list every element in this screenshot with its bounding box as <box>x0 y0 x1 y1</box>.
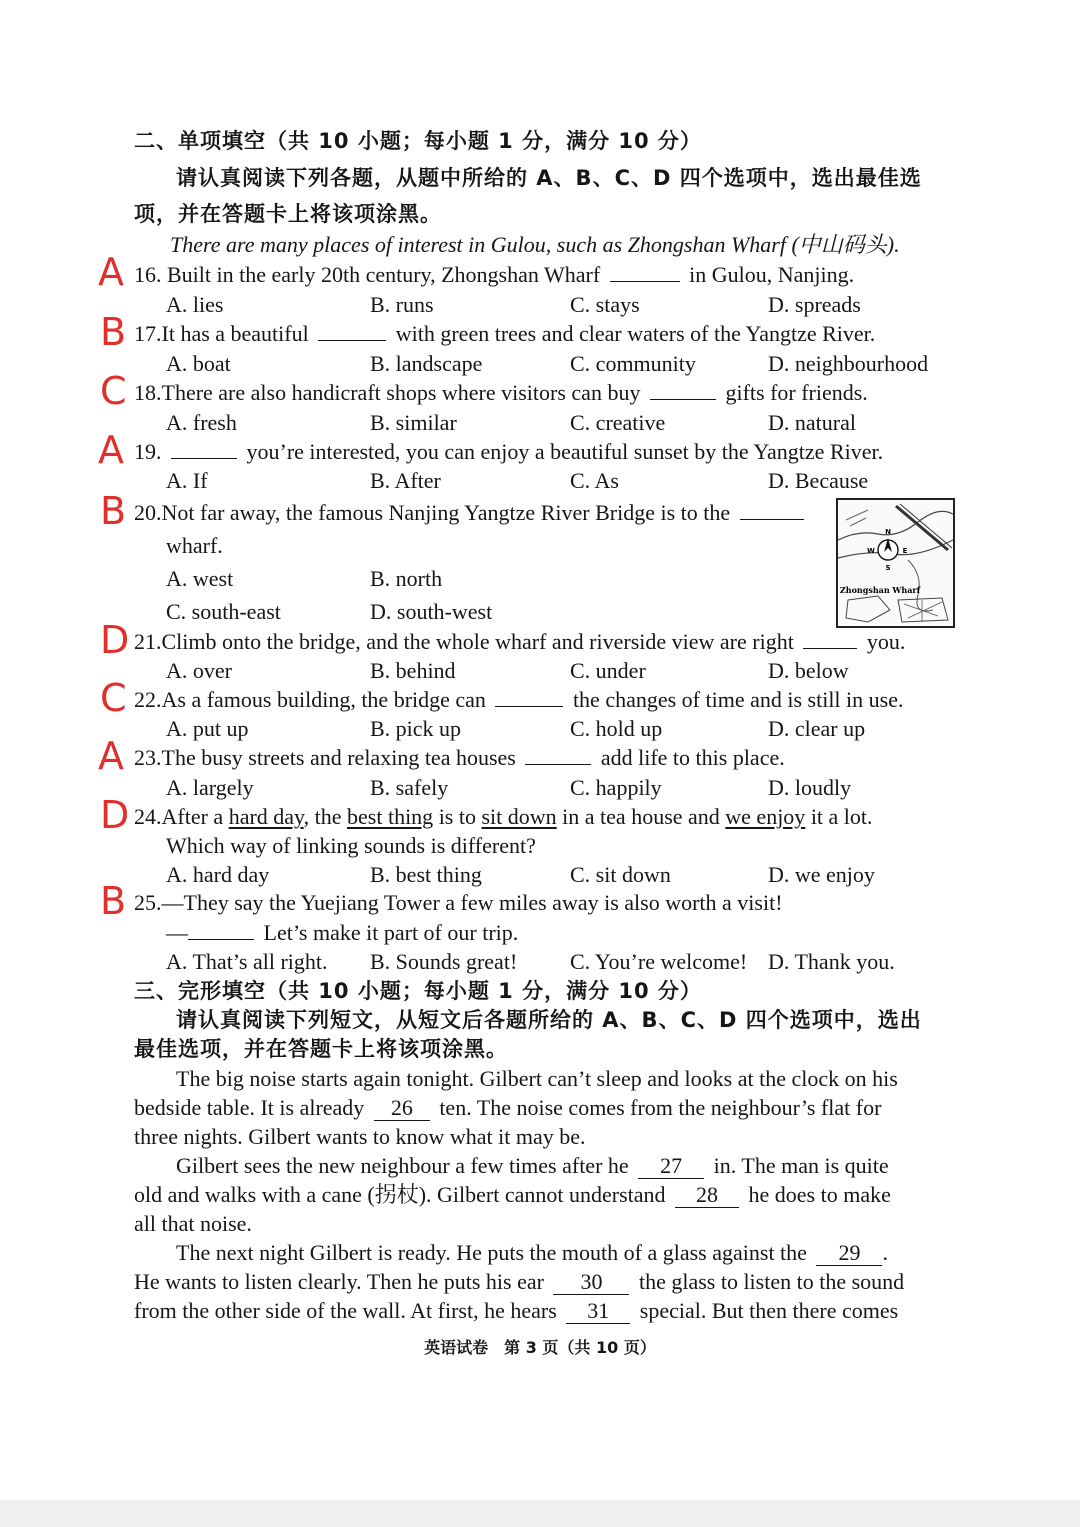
option-22-b: B. pick up <box>370 716 462 741</box>
scan-bottom-edge <box>0 1500 1080 1527</box>
answer-blank[interactable] <box>171 440 237 459</box>
option-25-b: B. Sounds great! <box>370 949 518 974</box>
option-17-d: D. neighbourhood <box>768 351 929 376</box>
question-stem: The busy streets and relaxing tea houses <box>161 745 516 770</box>
section-2-instruction-line2: 项，并在答题卡上将该项涂黑。 <box>134 202 442 226</box>
passage-text: ten. The noise comes from the neighbour’s flat for <box>439 1095 882 1120</box>
answer-mark-17: B <box>100 310 127 354</box>
question-number: 21. <box>134 629 162 654</box>
option-20-d: D. south-west <box>370 599 493 624</box>
option-25-c: C. You’re welcome! <box>570 949 748 974</box>
underlined-phrase: sit down <box>481 804 557 829</box>
stem-text: , the <box>303 804 348 829</box>
passage-text: . <box>882 1240 888 1265</box>
compass-n-label: N <box>885 528 891 536</box>
question-stem: There are also handicraft shops where visitors can buy <box>161 380 641 405</box>
answer-mark-25: B <box>100 879 127 923</box>
option-16-d: D. spreads <box>768 292 861 317</box>
question-number: 19. <box>134 439 162 464</box>
option-24-c: C. sit down <box>570 862 671 887</box>
option-16-b: B. runs <box>370 292 434 317</box>
stem-text: in a tea house and <box>556 804 726 829</box>
question-19 <box>134 438 883 466</box>
option-16-c: C. stays <box>570 292 640 317</box>
option-25-d: D. Thank you. <box>768 949 895 974</box>
answer-blank[interactable] <box>803 630 857 649</box>
question-21 <box>134 628 905 656</box>
question-24-prompt: Which way of linking sounds is different? <box>166 833 536 858</box>
question-16 <box>134 261 854 289</box>
option-25-a: A. That’s all right. <box>166 949 328 974</box>
underlined-phrase: best thing <box>347 804 434 829</box>
dash: — <box>166 920 188 945</box>
question-stem: —They say the Yuejiang Tower a few miles away is also worth a visit! <box>161 890 783 915</box>
question-stem-end: the changes of time and is still in use. <box>572 687 904 712</box>
question-stem-end: add life to this place. <box>600 745 785 770</box>
option-24-d: D. we enjoy <box>768 862 875 887</box>
section-2-intro: There are many places of interest in Gulou, such as Zhongshan Wharf (中山码头). <box>170 232 900 257</box>
option-20-b: B. north <box>370 566 443 591</box>
passage-line <box>134 1094 881 1122</box>
option-19-a: A. If <box>166 468 208 493</box>
section-3-instruction-line1: 请认真阅读下列短文，从短文后各题所给的 A、B、C、D 四个选项中，选出 <box>176 1008 922 1032</box>
option-18-a: A. fresh <box>166 410 237 435</box>
question-number: 22. <box>134 687 162 712</box>
passage-line <box>176 1239 888 1267</box>
answer-blank[interactable] <box>650 381 716 400</box>
option-19-c: C. As <box>570 468 619 493</box>
option-21-a: A. over <box>166 658 232 683</box>
question-23 <box>134 744 785 772</box>
answer-mark-16: A <box>98 250 124 294</box>
question-stem: Built in the early 20th century, Zhongshan Wharf <box>167 262 601 287</box>
answer-blank[interactable] <box>495 688 563 707</box>
option-20-a: A. west <box>166 566 234 591</box>
option-21-b: B. behind <box>370 658 456 683</box>
question-stem: Climb onto the bridge, and the whole wharf and riverside view are right <box>161 629 794 654</box>
cloze-blank-26[interactable]: 26 <box>374 1096 430 1121</box>
question-22 <box>134 686 904 714</box>
cloze-blank-27[interactable]: 27 <box>638 1154 704 1179</box>
question-stem-end: you’re interested, you can enjoy a beautiful sunset by the Yangtze River. <box>246 439 884 464</box>
passage-line <box>176 1152 889 1180</box>
answer-mark-24: D <box>100 793 130 837</box>
question-number: 18. <box>134 380 162 405</box>
question-stem: It has a beautiful <box>161 321 309 346</box>
answer-blank[interactable] <box>610 263 680 282</box>
section-2-heading: 二、单项填空（共 10 小题；每小题 1 分，满分 10 分） <box>134 129 702 153</box>
option-17-c: C. community <box>570 351 696 376</box>
map-wharf-label: Zhongshan Wharf <box>839 585 921 595</box>
answer-mark-21: D <box>100 618 130 662</box>
cloze-blank-31[interactable]: 31 <box>566 1299 630 1324</box>
option-23-c: C. happily <box>570 775 662 800</box>
passage-line <box>134 1181 891 1209</box>
option-21-d: D. below <box>768 658 849 683</box>
question-number: 23. <box>134 745 162 770</box>
passage-text: old and walks with a cane (拐杖). Gilbert cannot understand <box>134 1182 666 1207</box>
answer-mark-18: C <box>100 369 127 413</box>
question-20 <box>134 499 808 527</box>
question-20-continued: wharf. <box>166 533 223 558</box>
question-stem-end: gifts for friends. <box>725 380 868 405</box>
answer-blank[interactable] <box>740 501 804 520</box>
question-number: 25. <box>134 890 162 915</box>
compass-s-label: S <box>885 564 891 572</box>
option-19-b: B. After <box>370 468 441 493</box>
section-3-heading: 三、完形填空（共 10 小题；每小题 1 分，满分 10 分） <box>134 979 702 1003</box>
compass-w-label: W <box>867 547 875 555</box>
passage-text: bedside table. It is already <box>134 1095 365 1120</box>
answer-blank[interactable] <box>188 921 254 940</box>
map-drawing <box>838 500 953 626</box>
question-number: 17. <box>134 321 162 346</box>
option-22-d: D. clear up <box>768 716 866 741</box>
passage-text: he does to make <box>748 1182 891 1207</box>
passage-text: He wants to listen clearly. Then he puts his ear <box>134 1269 544 1294</box>
stem-text: After a <box>161 804 229 829</box>
passage-text: Gilbert sees the new neighbour a few times after he <box>176 1153 629 1178</box>
option-18-c: C. creative <box>570 410 666 435</box>
underlined-phrase: we enjoy <box>725 804 806 829</box>
question-stem-end: Let’s make it part of our trip. <box>263 920 519 945</box>
section-3-instruction-line2: 最佳选项，并在答题卡上将该项涂黑。 <box>134 1037 508 1061</box>
option-24-a: A. hard day <box>166 862 270 887</box>
underlined-phrase: hard day <box>228 804 304 829</box>
question-stem-end: you. <box>866 629 906 654</box>
passage-line <box>134 1297 898 1325</box>
question-stem: Not far away, the famous Nanjing Yangtze River Bridge is to the <box>161 500 731 525</box>
stem-text: is to <box>433 804 482 829</box>
cloze-blank-28[interactable]: 28 <box>675 1183 739 1208</box>
answer-mark-22: C <box>100 676 127 720</box>
question-25 <box>134 889 783 917</box>
question-number: 24. <box>134 804 162 829</box>
answer-mark-20: B <box>100 489 127 533</box>
passage-text: special. But then there comes <box>639 1298 899 1323</box>
question-number: 16. <box>134 262 162 287</box>
passage-text: from the other side of the wall. At first, he hears <box>134 1298 557 1323</box>
option-16-a: A. lies <box>166 292 224 317</box>
passage-line: The big noise starts again tonight. Gilbert can’t sleep and looks at the clock on his <box>176 1066 898 1091</box>
question-24 <box>134 803 873 831</box>
passage-text: The next night Gilbert is ready. He puts the mouth of a glass against the <box>176 1240 807 1265</box>
question-stem-end: with green trees and clear waters of the Yangtze River. <box>395 321 876 346</box>
passage-line: three nights. Gilbert wants to know what it may be. <box>134 1124 586 1149</box>
answer-mark-23: A <box>98 734 124 778</box>
answer-blank[interactable] <box>318 322 386 341</box>
option-23-b: B. safely <box>370 775 449 800</box>
answer-mark-19: A <box>98 428 124 472</box>
compass-e-label: E <box>902 547 908 555</box>
stem-text: it a lot. <box>805 804 873 829</box>
option-18-b: B. similar <box>370 410 457 435</box>
passage-line: all that noise. <box>134 1211 252 1236</box>
option-22-a: A. put up <box>166 716 249 741</box>
option-20-c: C. south-east <box>166 599 281 624</box>
question-25-reply <box>166 919 518 947</box>
page-footer: 英语试卷 第 3 页（共 10 页） <box>424 1338 656 1357</box>
question-stem: As a famous building, the bridge can <box>161 687 486 712</box>
option-24-b: B. best thing <box>370 862 482 887</box>
option-23-a: A. largely <box>166 775 254 800</box>
cloze-blank-29[interactable]: 29 <box>816 1241 882 1266</box>
cloze-blank-30[interactable]: 30 <box>553 1270 629 1295</box>
option-23-d: D. loudly <box>768 775 852 800</box>
option-17-b: B. landscape <box>370 351 483 376</box>
answer-blank[interactable] <box>525 746 591 765</box>
option-22-c: C. hold up <box>570 716 663 741</box>
wharf-map-figure <box>836 498 955 628</box>
passage-line <box>134 1268 904 1296</box>
question-number: 20. <box>134 500 162 525</box>
section-2-instruction-line1: 请认真阅读下列各题，从题中所给的 A、B、C、D 四个选项中，选出最佳选 <box>176 166 922 190</box>
option-18-d: D. natural <box>768 410 856 435</box>
question-18 <box>134 379 868 407</box>
option-19-d: D. Because <box>768 468 869 493</box>
option-21-c: C. under <box>570 658 646 683</box>
passage-text: in. The man is quite <box>713 1153 889 1178</box>
passage-text: the glass to listen to the sound <box>638 1269 905 1294</box>
question-stem-end: in Gulou, Nanjing. <box>689 262 855 287</box>
option-17-a: A. boat <box>166 351 231 376</box>
question-17 <box>134 320 875 348</box>
